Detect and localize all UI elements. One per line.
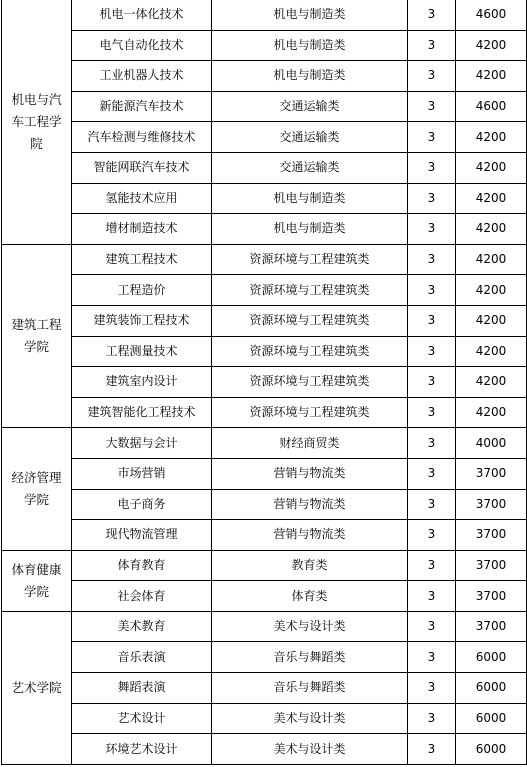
table-row	[2, 703, 527, 734]
majors-table-body	[2, 0, 527, 764]
college-cell: 机电与汽车工程学院	[2, 0, 72, 244]
years-cell: 3	[408, 703, 456, 734]
years-cell: 3	[408, 0, 456, 30]
major-cell: 美术教育	[72, 611, 212, 642]
years-cell: 3	[408, 183, 456, 214]
fee-cell: 3700	[456, 611, 527, 642]
table-row	[2, 214, 527, 245]
major-cell: 舞蹈表演	[72, 673, 212, 704]
fee-cell: 4200	[456, 244, 527, 275]
years-cell: 3	[408, 91, 456, 122]
college-cell: 艺术学院	[2, 611, 72, 764]
college-cell: 经济管理学院	[2, 428, 72, 550]
years-cell: 3	[408, 642, 456, 673]
years-cell: 3	[408, 336, 456, 367]
table-row	[2, 673, 527, 704]
fee-cell: 4200	[456, 30, 527, 61]
years-cell: 3	[408, 581, 456, 612]
table-row	[2, 275, 527, 306]
major-cell: 音乐表演	[72, 642, 212, 673]
category-cell: 机电与制造类	[212, 214, 408, 245]
fee-cell: 4200	[456, 367, 527, 398]
years-cell: 3	[408, 367, 456, 398]
major-cell: 电气自动化技术	[72, 30, 212, 61]
category-cell: 交通运输类	[212, 122, 408, 153]
years-cell: 3	[408, 734, 456, 765]
fee-cell: 4200	[456, 397, 527, 428]
years-cell: 3	[408, 489, 456, 520]
category-cell: 音乐与舞蹈类	[212, 673, 408, 704]
fee-cell: 6000	[456, 673, 527, 704]
table-row	[2, 734, 527, 765]
fee-cell: 4200	[456, 305, 527, 336]
major-cell: 工程造价	[72, 275, 212, 306]
major-cell: 智能网联汽车技术	[72, 152, 212, 183]
category-cell: 美术与设计类	[212, 703, 408, 734]
category-cell: 营销与物流类	[212, 489, 408, 520]
category-cell: 机电与制造类	[212, 183, 408, 214]
table-row	[2, 0, 527, 30]
major-cell: 汽车检测与维修技术	[72, 122, 212, 153]
table-row	[2, 61, 527, 92]
fee-cell: 4200	[456, 122, 527, 153]
major-cell: 建筑室内设计	[72, 367, 212, 398]
years-cell: 3	[408, 275, 456, 306]
category-cell: 资源环境与工程建筑类	[212, 244, 408, 275]
category-cell: 资源环境与工程建筑类	[212, 397, 408, 428]
fee-cell: 6000	[456, 642, 527, 673]
category-cell: 资源环境与工程建筑类	[212, 305, 408, 336]
fee-cell: 4200	[456, 61, 527, 92]
major-cell: 大数据与会计	[72, 428, 212, 459]
major-cell: 增材制造技术	[72, 214, 212, 245]
category-cell: 资源环境与工程建筑类	[212, 336, 408, 367]
table-row	[2, 550, 527, 581]
fee-cell: 4200	[456, 183, 527, 214]
years-cell: 3	[408, 611, 456, 642]
category-cell: 机电与制造类	[212, 30, 408, 61]
fee-cell: 4200	[456, 152, 527, 183]
category-cell: 音乐与舞蹈类	[212, 642, 408, 673]
years-cell: 3	[408, 397, 456, 428]
fee-cell: 3700	[456, 520, 527, 551]
category-cell: 体育类	[212, 581, 408, 612]
major-cell: 工业机器人技术	[72, 61, 212, 92]
category-cell: 资源环境与工程建筑类	[212, 275, 408, 306]
category-cell: 财经商贸类	[212, 428, 408, 459]
years-cell: 3	[408, 61, 456, 92]
table-row	[2, 642, 527, 673]
major-cell: 环境艺术设计	[72, 734, 212, 765]
table-row	[2, 122, 527, 153]
major-cell: 建筑装饰工程技术	[72, 305, 212, 336]
fee-cell: 3700	[456, 581, 527, 612]
major-cell: 氢能技术应用	[72, 183, 212, 214]
years-cell: 3	[408, 214, 456, 245]
fee-cell: 4200	[456, 336, 527, 367]
major-cell: 机电一体化技术	[72, 0, 212, 30]
category-cell: 美术与设计类	[212, 734, 408, 765]
table-row	[2, 428, 527, 459]
table-row	[2, 305, 527, 336]
category-cell: 机电与制造类	[212, 0, 408, 30]
table-row	[2, 30, 527, 61]
years-cell: 3	[408, 520, 456, 551]
major-cell: 体育教育	[72, 550, 212, 581]
major-cell: 建筑工程技术	[72, 244, 212, 275]
fee-cell: 6000	[456, 703, 527, 734]
college-cell: 建筑工程学院	[2, 244, 72, 428]
table-row	[2, 397, 527, 428]
fee-cell: 3700	[456, 458, 527, 489]
category-cell: 交通运输类	[212, 152, 408, 183]
years-cell: 3	[408, 458, 456, 489]
table-row	[2, 244, 527, 275]
category-cell: 交通运输类	[212, 91, 408, 122]
college-cell: 体育健康学院	[2, 550, 72, 611]
table-row	[2, 581, 527, 612]
table-row	[2, 367, 527, 398]
years-cell: 3	[408, 428, 456, 459]
table-row	[2, 183, 527, 214]
major-cell: 市场营销	[72, 458, 212, 489]
fee-cell: 4200	[456, 214, 527, 245]
category-cell: 教育类	[212, 550, 408, 581]
table-row	[2, 458, 527, 489]
major-cell: 电子商务	[72, 489, 212, 520]
fee-cell: 4200	[456, 275, 527, 306]
fee-cell: 4000	[456, 428, 527, 459]
years-cell: 3	[408, 30, 456, 61]
major-cell: 新能源汽车技术	[72, 91, 212, 122]
fee-cell: 4600	[456, 0, 527, 30]
fee-cell: 6000	[456, 734, 527, 765]
table-row	[2, 336, 527, 367]
category-cell: 营销与物流类	[212, 520, 408, 551]
major-cell: 建筑智能化工程技术	[72, 397, 212, 428]
category-cell: 美术与设计类	[212, 611, 408, 642]
fee-cell: 3700	[456, 489, 527, 520]
category-cell: 营销与物流类	[212, 458, 408, 489]
table-row	[2, 91, 527, 122]
years-cell: 3	[408, 673, 456, 704]
fee-cell: 4600	[456, 91, 527, 122]
category-cell: 资源环境与工程建筑类	[212, 367, 408, 398]
years-cell: 3	[408, 244, 456, 275]
table-row	[2, 520, 527, 551]
fee-cell: 3700	[456, 550, 527, 581]
table-row	[2, 152, 527, 183]
years-cell: 3	[408, 152, 456, 183]
table-row	[2, 489, 527, 520]
years-cell: 3	[408, 122, 456, 153]
table-row	[2, 611, 527, 642]
years-cell: 3	[408, 550, 456, 581]
major-cell: 艺术设计	[72, 703, 212, 734]
years-cell: 3	[408, 305, 456, 336]
major-cell: 工程测量技术	[72, 336, 212, 367]
category-cell: 机电与制造类	[212, 61, 408, 92]
majors-table	[1, 0, 527, 765]
major-cell: 社会体育	[72, 581, 212, 612]
major-cell: 现代物流管理	[72, 520, 212, 551]
